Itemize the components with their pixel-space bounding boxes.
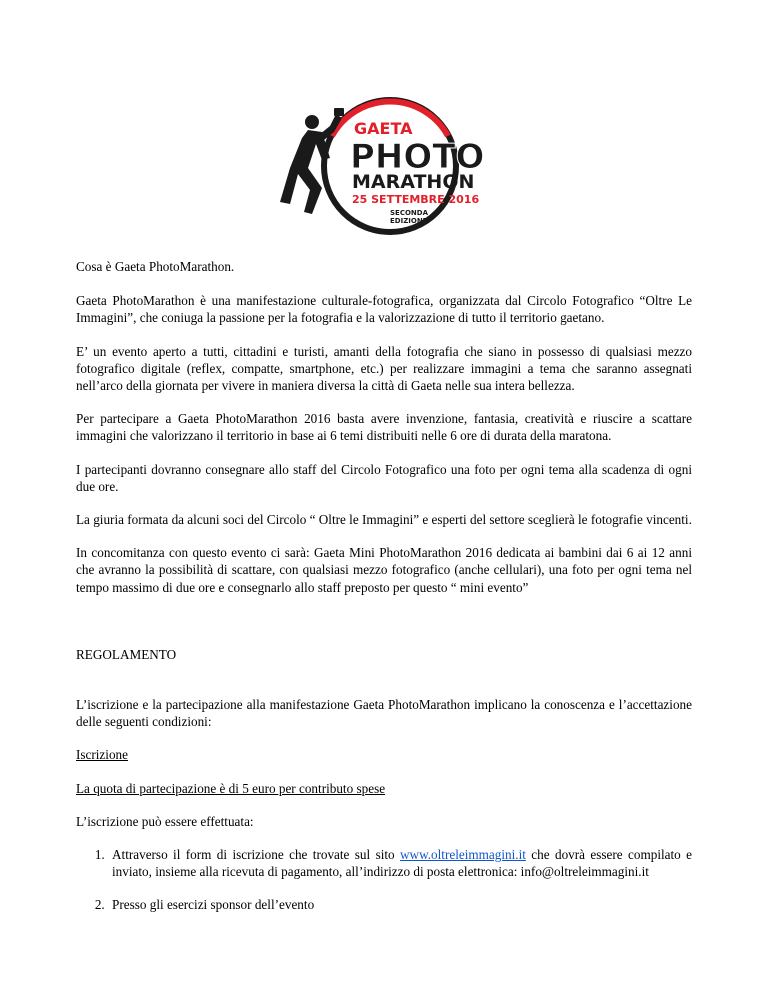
list-item	[108, 846, 692, 880]
intro-paragraph-1: Gaeta PhotoMarathon è una manifestazione culturale-fotografica, organizzata dal Circolo Fotografico “Oltre Le Immagini”, che coniuga la passione per la fotografia e la valorizzazione di tutto il territorio gaetano.	[76, 293, 692, 326]
logo-text-gaeta: GAETA	[354, 119, 413, 138]
list-item	[108, 896, 692, 913]
intro-paragraph-2: E’ un evento aperto a tutti, cittadini e turisti, amanti della fotografia che siano in possesso di qualsiasi mezzo fotografico digitale (reflex, compatte, smartphone, etc.) per realizzare immagini a tema che saranno assegnati nell’arco della giornata per vivere in maniera diversa la città di Gaeta nelle sua intera bellezza.	[76, 343, 692, 394]
item1-text-after: che dovrà essere compilato e inviato, insieme alla ricevuta di pagamento, all’indirizzo di posta elettronica: info@oltreleimmagini.it	[112, 847, 692, 880]
intro-heading: Cosa è Gaeta PhotoMarathon.	[76, 259, 235, 274]
website-link[interactable]: www.oltreleimmagini.it	[400, 847, 526, 863]
intro-paragraph-3: Per partecipare a Gaeta PhotoMarathon 2016 basta avere invenzione, fantasia, creatività e riuscire a scattare immagini che valorizzano il territorio in base ai 6 temi distribuiti nelle 6 ore di durata della maratona.	[76, 411, 692, 444]
logo-text-edition-1: SECONDA	[390, 209, 428, 217]
regolamento-heading: REGOLAMENTO	[76, 646, 177, 662]
intro-paragraph-6: In concomitanza con questo evento ci sarà: Gaeta Mini PhotoMarathon 2016 dedicata ai bambini dai 6 ai 12 anni che avranno la possibilità di scattare, con qualsiasi mezzo fotografico (anche cellulari), una foto per ogni tema nel tempo massimo di due ore e consegnarlo allo staff preposto per questo “ mini evento”	[76, 545, 692, 595]
item1-text-before: Attraverso il form di iscrizione che trovate sul sito	[112, 847, 401, 863]
modalita-intro: L’iscrizione può essere effettuata:	[76, 813, 254, 829]
item2-text: Presso gli esercizi sponsor dell’evento	[112, 897, 315, 913]
event-logo	[272, 88, 498, 244]
logo-text-edition-2: EDIZIONE	[390, 217, 428, 225]
iscrizione-heading: Iscrizione	[76, 747, 128, 763]
iscrizione-list	[76, 846, 692, 914]
regolamento-intro: L’iscrizione e la partecipazione alla manifestazione Gaeta PhotoMarathon implicano la conoscenza e l’accettazione delle seguenti condizioni:	[76, 697, 692, 730]
photomarathon-logo	[272, 88, 498, 244]
logo-text-photo: PHOTO	[350, 137, 485, 177]
document-body	[76, 258, 692, 914]
logo-text-date: 25 SETTEMBRE 2016	[352, 193, 480, 206]
intro-paragraph-4: I partecipanti dovranno consegnare allo staff del Circolo Fotografico una foto per ogni tema alla scadenza di ogni due ore.	[76, 461, 692, 494]
quota-text: La quota di partecipazione è di 5 euro per contributo spese	[76, 780, 386, 796]
logo-text-marathon: MARATHON	[352, 171, 475, 193]
intro-paragraph-5: La giuria formata da alcuni soci del Circolo “ Oltre le Immagini” e esperti del settore sceglierà le fotografie vincenti.	[76, 512, 692, 528]
